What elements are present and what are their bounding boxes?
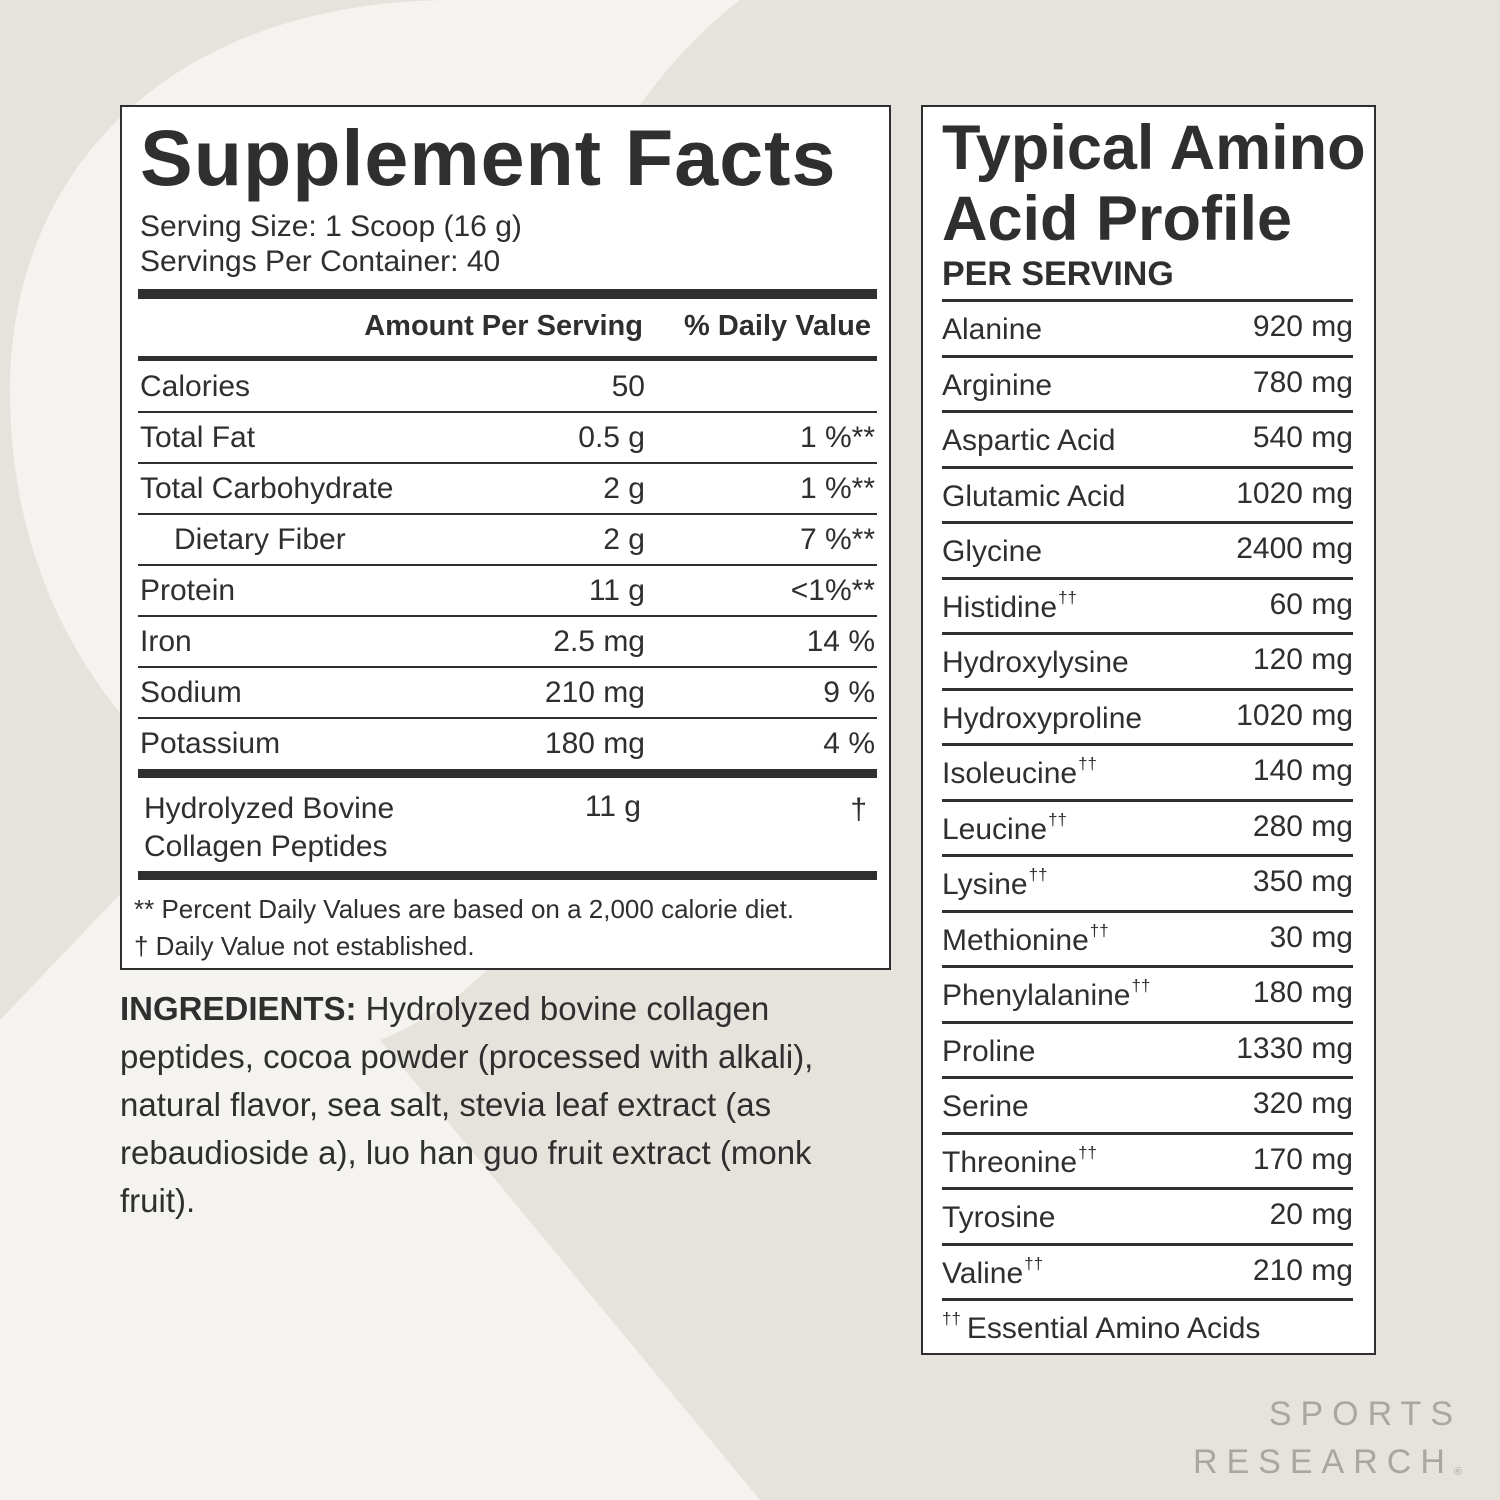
amino-acid-label: Glycine <box>942 535 1043 568</box>
nutrient-dv: 9 % <box>823 676 875 709</box>
daily-value-header: % Daily Value <box>684 310 871 342</box>
essential-mark: †† <box>1131 976 1151 995</box>
essential-mark: †† <box>1078 1142 1098 1162</box>
nutrient-name: Calories <box>140 370 251 403</box>
amino-acid-name <box>942 366 1053 403</box>
nutrient-amount: 2 g <box>603 472 645 505</box>
nutrient-amount: 180 mg <box>544 727 645 760</box>
amino-acid-label: Lysine <box>942 868 1028 901</box>
amino-acid-value: 180 mg <box>1252 976 1353 1009</box>
amino-acid-value: 350 mg <box>1252 865 1353 898</box>
nutrient-amount: 2 g <box>603 523 645 556</box>
amino-acid-name <box>942 310 1043 347</box>
amino-acid-label: Hydroxyproline <box>942 701 1143 735</box>
amino-acid-label: Phenylalanine <box>942 979 1131 1012</box>
registered-mark: ® <box>1453 1466 1462 1478</box>
amount-per-serving-header: Amount Per Serving <box>364 310 643 342</box>
amino-acid-label: Glutamic Acid <box>942 479 1126 513</box>
amino-acid-name <box>942 865 1048 902</box>
amino-acid-name <box>942 643 1130 680</box>
amino-acid-name <box>942 477 1126 514</box>
amino-acid-label: Histidine <box>942 590 1058 624</box>
nutrient-name: Protein <box>140 574 236 607</box>
nutrient-amount: 11 g <box>588 574 645 607</box>
essential-mark: †† <box>1058 587 1077 607</box>
amino-acid-row <box>942 635 1353 690</box>
amino-acid-name <box>942 588 1077 625</box>
nutrient-name: Iron <box>140 625 192 658</box>
amino-acid-name <box>942 699 1143 736</box>
supplement-facts-panel <box>120 105 891 970</box>
amino-acid-row <box>942 913 1353 968</box>
amino-acid-name <box>942 1087 1030 1124</box>
nutrient-amount: 2.5 mg <box>553 625 645 658</box>
amino-acid-row <box>942 413 1353 468</box>
amino-acid-value: 60 mg <box>1269 587 1353 621</box>
nutrient-dv: 14 % <box>806 625 875 658</box>
supplement-facts-title: Supplement Facts <box>140 113 837 202</box>
amino-acid-row <box>942 302 1353 357</box>
amino-acid-profile-panel <box>921 105 1376 1355</box>
serving-size: Serving Size: 1 Scoop (16 g) <box>140 210 522 243</box>
nutrient-row <box>138 615 877 666</box>
essential-mark: †† <box>1089 920 1109 940</box>
nutrient-row <box>138 564 877 615</box>
ingredients-text <box>120 985 880 1225</box>
essential-mark: †† <box>1078 754 1098 773</box>
amino-acid-name <box>942 810 1067 847</box>
footnote-daily-values: ** Percent Daily Values are based on a 2,000 calorie diet. <box>134 894 795 924</box>
amino-acid-name <box>942 754 1097 791</box>
nutrient-amount: 50 <box>611 370 645 403</box>
amino-acid-row <box>942 1135 1353 1190</box>
amino-acid-value: 280 mg <box>1252 809 1353 843</box>
nutrient-row <box>138 411 877 462</box>
thick-divider <box>138 871 877 880</box>
amino-acid-name <box>942 1254 1043 1291</box>
amino-acid-label: Valine <box>942 1256 1024 1290</box>
collagen-name-line1: Hydrolyzed Bovine <box>144 792 395 825</box>
thick-divider <box>138 769 877 778</box>
amino-acid-name <box>942 976 1150 1013</box>
nutrient-row <box>138 666 877 717</box>
amino-acid-row <box>942 691 1353 746</box>
amino-acid-row <box>942 746 1353 801</box>
amino-acid-value: 140 mg <box>1252 754 1353 787</box>
nutrient-amount: 210 mg <box>544 676 645 709</box>
amino-acid-value: 920 mg <box>1252 310 1353 343</box>
amino-row-divider <box>942 1298 1353 1301</box>
amino-acid-value: 20 mg <box>1269 1198 1353 1231</box>
footnote-not-established: † Daily Value not established. <box>134 931 475 961</box>
amino-acid-label: Hydroxylysine <box>942 646 1129 679</box>
amino-title-line1: Typical Amino <box>942 113 1366 183</box>
amino-acid-label: Leucine <box>942 812 1048 846</box>
nutrient-dv: 4 % <box>823 727 875 760</box>
amino-title-line2: Acid Profile <box>942 184 1293 254</box>
amino-acid-name <box>942 532 1043 569</box>
amino-acid-row <box>942 1246 1353 1301</box>
brand-line2: RESEARCH <box>1192 1443 1454 1481</box>
brand-line1: SPORTS <box>1268 1395 1462 1433</box>
amino-acid-row <box>942 968 1353 1023</box>
nutrient-row <box>138 717 877 768</box>
amino-acid-value: 1020 mg <box>1236 698 1353 732</box>
amino-acid-value: 170 mg <box>1252 1142 1353 1176</box>
amino-footnote <box>942 1309 1260 1346</box>
essential-mark: †† <box>1028 865 1048 884</box>
amino-acid-row <box>942 524 1353 579</box>
amino-acid-value: 30 mg <box>1269 920 1353 954</box>
amino-acid-name <box>942 421 1116 458</box>
nutrient-name: Total Carbohydrate <box>140 472 394 505</box>
amino-acid-row <box>942 358 1353 413</box>
nutrient-row <box>138 513 877 564</box>
nutrient-name: Dietary Fiber <box>174 523 346 556</box>
essential-mark: †† <box>1024 1253 1044 1273</box>
nutrient-dv: 7 %** <box>799 523 875 556</box>
nutrient-amount: 0.5 g <box>578 421 645 454</box>
nutrient-name: Total Fat <box>140 421 256 454</box>
amino-profile-title <box>942 113 1366 255</box>
serving-info <box>140 209 522 279</box>
amino-acid-label: Aspartic Acid <box>942 424 1116 457</box>
nutrient-row <box>138 462 877 513</box>
amino-acid-value: 780 mg <box>1252 365 1353 399</box>
servings-per-container: Servings Per Container: 40 <box>140 245 501 278</box>
nutrient-dv: 1 %** <box>799 472 875 505</box>
amino-acid-row <box>942 1024 1353 1079</box>
amino-acid-value: 320 mg <box>1252 1087 1353 1120</box>
amino-profile-subtitle: PER SERVING <box>942 255 1174 293</box>
nutrient-name: Potassium <box>140 727 281 760</box>
ingredients-list: Hydrolyzed bovine collagen peptides, cocoa powder (processed with alkali), natural flavor, sea salt, stevia leaf extract (as rebaudioside a), luo han guo fruit extract (monk fruit). <box>120 990 814 1219</box>
nutrient-dv: 1 %** <box>799 421 875 454</box>
nutrient-dv: <1%** <box>790 574 875 607</box>
supplement-footnotes <box>134 891 794 965</box>
collagen-amount: 11 g <box>584 790 641 823</box>
amino-acid-label: Serine <box>942 1090 1029 1123</box>
collagen-dv: † <box>850 793 867 826</box>
amino-acid-label: Methionine <box>942 923 1089 957</box>
amino-acid-row <box>942 580 1353 635</box>
amino-acid-label: Isoleucine <box>942 757 1078 790</box>
amino-acid-name <box>942 1198 1056 1235</box>
essential-mark: †† <box>1048 809 1068 829</box>
amino-acid-value: 2400 mg <box>1236 532 1353 565</box>
thick-divider <box>138 289 877 299</box>
amino-acid-row <box>942 1190 1353 1245</box>
amino-acid-name <box>942 1143 1097 1180</box>
nutrient-row <box>138 360 877 411</box>
amino-acid-row <box>942 857 1353 912</box>
collagen-name-line2: Collagen Peptides <box>144 830 388 863</box>
amino-acid-value: 1020 mg <box>1236 476 1353 510</box>
amino-acid-label: Threonine <box>942 1145 1078 1179</box>
amino-acid-value: 210 mg <box>1252 1253 1353 1287</box>
amino-acid-name <box>942 921 1109 958</box>
amino-acid-label: Alanine <box>942 313 1043 346</box>
footnote-mark: †† <box>942 1309 961 1328</box>
footnote-text: Essential Amino Acids <box>966 1312 1261 1345</box>
brand-logo <box>1193 1390 1462 1496</box>
amino-acid-label: Tyrosine <box>942 1201 1056 1234</box>
amino-acid-value: 1330 mg <box>1236 1031 1353 1065</box>
collagen-name <box>144 790 394 866</box>
amino-acid-row <box>942 802 1353 857</box>
amino-acid-name <box>942 1032 1036 1069</box>
amino-acid-row <box>942 1079 1353 1134</box>
amino-acid-row <box>942 469 1353 524</box>
amino-acid-label: Proline <box>942 1034 1036 1068</box>
ingredients-label: INGREDIENTS: <box>120 990 357 1027</box>
amino-acid-value: 540 mg <box>1252 421 1353 454</box>
amino-acid-label: Arginine <box>942 368 1053 402</box>
amino-acid-value: 120 mg <box>1252 643 1353 676</box>
nutrient-name: Sodium <box>140 676 242 709</box>
